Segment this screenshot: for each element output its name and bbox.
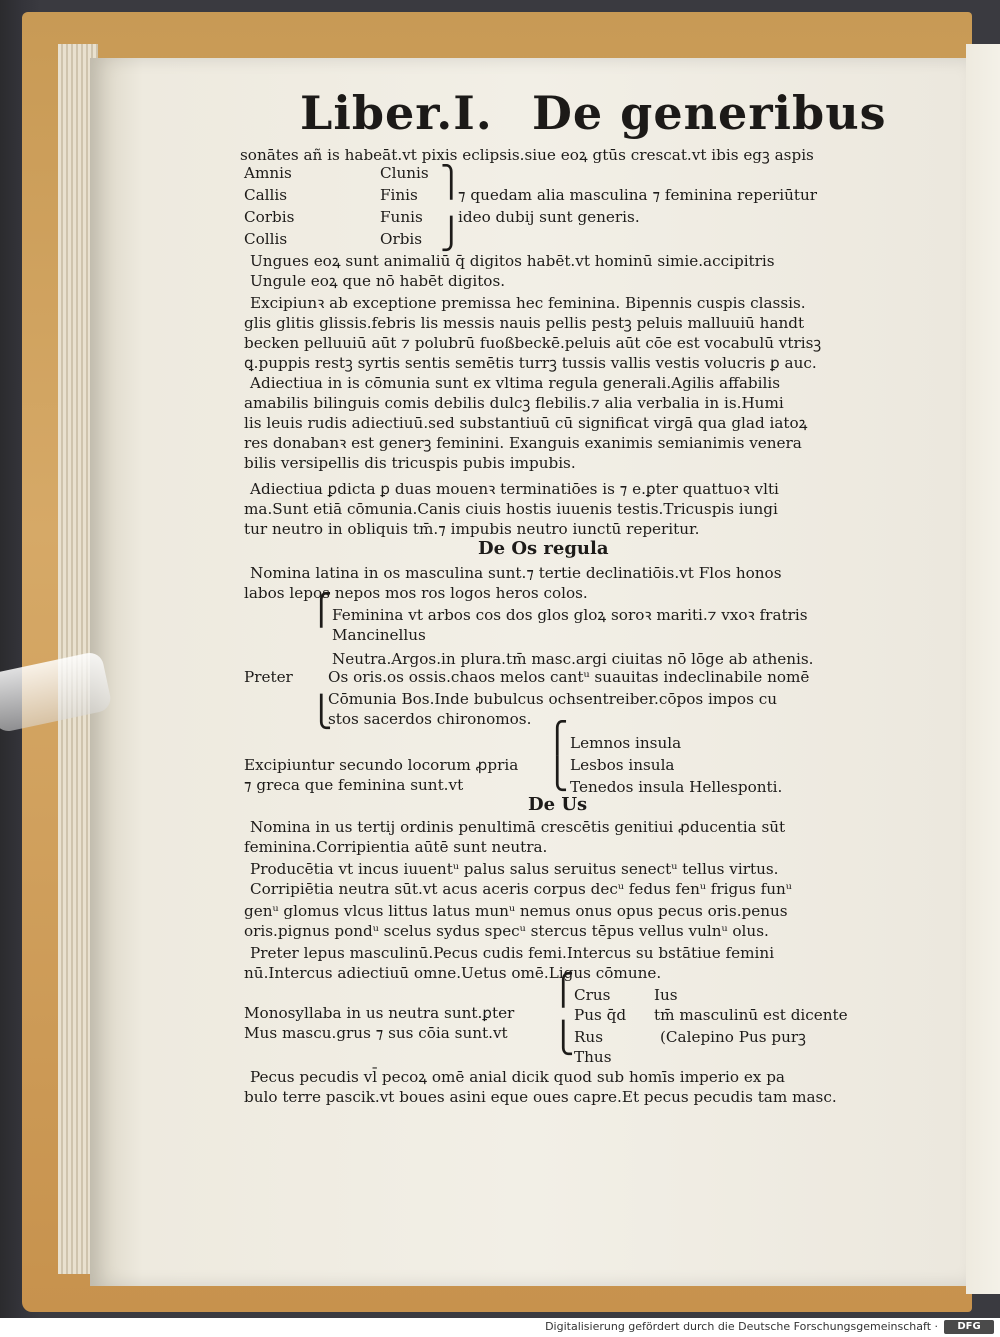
text-line: Ungule eoꝝ que nō habēt digitos.	[250, 272, 506, 290]
text-line: Rus	[574, 1028, 604, 1046]
text-line: Orbis	[380, 230, 423, 248]
text-line: tur neutro in obliquis tm̄.⁊ impubis neutro iunctū reperitur.	[244, 520, 700, 538]
text-line: Pus q̄d	[574, 1006, 627, 1024]
text-line: Callis	[244, 186, 288, 204]
section-heading: De Os regula	[478, 538, 609, 559]
brace-mark: ⎧	[310, 593, 333, 628]
footer-bar	[0, 1318, 1000, 1337]
text-line: bulo terre pascik.vt boues asini eque oues capre.Et pecus pecudis tam masc.	[244, 1088, 837, 1106]
text-line: Lesbos insula	[570, 756, 675, 774]
text-line: Feminina vt arbos cos dos glos gloꝝ soroꝛ mariti.⁊ vxoꝛ fratris	[332, 606, 808, 624]
text-line: Ius	[654, 986, 678, 1004]
text-line: genᵘ glomus vlcus littus latus munᵘ nemus onus opus pecus oris.penus	[244, 902, 788, 920]
text-line: Adiectiua ꝑdicta ꝑ duas mouenꝛ terminatiōes is ⁊ e.ꝑter quattuoꝛ vlti	[250, 480, 779, 498]
text-line: Cōmunia Bos.Inde bubulcus ochsentreiber.cōpos impos cu	[328, 690, 777, 708]
text-line: Pecus pecudis vl̄ pecoꝝ omē anial dicik quod sub homīs imperio ex pa	[250, 1068, 785, 1086]
text-line: Clunis	[380, 164, 429, 182]
text-line: oris.pignus pondᵘ scelus sydus specᵘ stercus tēpus vellus vulnᵘ olus.	[244, 922, 769, 940]
text-line: Tenedos insula Hellesponti.	[570, 778, 783, 796]
text-line: Corbis	[244, 208, 295, 226]
text-line: Thus	[574, 1048, 612, 1066]
text-line: Corripiētia neutra sūt.vt acus aceris corpus decᵘ fedus fenᵘ frigus funᵘ	[250, 880, 792, 898]
text-line: ꝗ.puppis restꝫ syrtis sentis semētis turrꝫ tussis vallis vestis volucris ꝑ auc.	[244, 354, 817, 372]
text-line: ⁊ quedam alia masculina ⁊ feminina reperiūtur	[458, 186, 817, 204]
text-line: Excipiunꝛ ab exceptione premissa hec feminina. Bipennis cuspis classis.	[250, 294, 806, 312]
text-line: ⁊ greca que feminina sunt.vt	[244, 776, 464, 794]
text-line: Amnis	[244, 164, 292, 182]
text-line: Preter	[244, 668, 293, 686]
text-line: Adiectiua in is cōmunia sunt ex vltima regula generali.Agilis affabilis	[250, 374, 781, 392]
brace-mark: ⎩	[310, 695, 333, 730]
brace-mark: ⎧	[546, 721, 569, 756]
text-line: nū.Intercus adiectiuū omne.Uetus omē.Ligus cōmune.	[244, 964, 662, 982]
text-line: Finis	[380, 186, 418, 204]
brace-mark: ⎩	[552, 1021, 575, 1056]
footer-credit: Digitalisierung gefördert durch die Deutsche Forschungsgemeinschaft ·	[545, 1320, 938, 1333]
text-line: labos lepos nepos mos ros logos heros colos.	[244, 584, 588, 602]
text-line: glis glitis glissis.febris lis messis nauis pellis pestꝫ peluis malluuiū handt	[244, 314, 805, 332]
text-line: ma.Sunt etiā cōmunia.Canis ciuis hostis iuuenis testis.Tricuspis iungi	[244, 500, 778, 518]
text-line: bilis versipellis dis tricuspis pubis impubis.	[244, 454, 576, 472]
text-line: Excipiuntur secundo locorum ꝓpria	[244, 756, 519, 774]
running-head	[300, 86, 887, 146]
text-line: lis leuis rudis adiectiuū.sed substantiuū cū significat virgā qua glad iatoꝝ	[244, 414, 808, 432]
text-line: ideo dubij sunt generis.	[458, 208, 640, 226]
brace-mark: ⎭	[440, 217, 463, 252]
dfg-logo-icon: DFG	[944, 1320, 994, 1334]
text-line: sonātes añ is habeāt.vt pixis eclipsis.siue eoꝝ gtūs crescat.vt ibis egꝫ aspis	[240, 146, 814, 164]
text-line: feminina.Corripientia aūtē sunt neutra.	[244, 838, 548, 856]
brace-mark: ⎧	[552, 973, 575, 1008]
text-line: Crus	[574, 986, 611, 1004]
text-line: Funis	[380, 208, 423, 226]
text-line: Neutra.Argos.in plura.tm̄ masc.argi ciuitas nō lōge ab athenis.	[332, 650, 814, 668]
text-line: tm̄ masculinū est dicente	[654, 1006, 848, 1024]
section-heading: De Us	[528, 794, 588, 815]
running-head-right: De generibus	[532, 86, 887, 140]
text-line: stos sacerdos chironomos.	[328, 710, 532, 728]
text-line: Mus mascu.grus ⁊ sus cōia sunt.vt	[244, 1024, 508, 1042]
brace-mark: ⎫	[440, 165, 463, 200]
running-head-left: Liber.I.	[300, 86, 493, 140]
text-line: becken pelluuiū aūt ⁊ polubrū fuoßbeckē.peluis aūt cōe est vocabulū vtrisꝫ	[244, 334, 822, 352]
text-line: amabilis bilinguis comis debilis dulcꝫ flebilis.⁊ alia verbalia in is.Humi	[244, 394, 784, 412]
facing-page-edge	[966, 44, 1000, 1294]
text-line: Nomina latina in os masculina sunt.⁊ tertie declinatiōis.vt Flos honos	[250, 564, 782, 582]
text-line: Ungues eoꝝ sunt animaliū q̄ digitos habēt.vt hominū simie.accipitris	[250, 252, 775, 270]
brace-mark: ⎩	[546, 757, 569, 792]
text-line: Nomina in us tertij ordinis penultimā crescētis genitiui ꝓducentia sūt	[250, 818, 786, 836]
text-line: Monosyllaba in us neutra sunt.ꝑter	[244, 1004, 515, 1022]
text-line: Producētia vt incus iuuentᵘ palus salus seruitus senectᵘ tellus virtus.	[250, 860, 779, 878]
text-line: Os oris.os ossis.chaos melos cantᵘ suauitas indeclinabile nomē	[328, 668, 810, 686]
text-line: Lemnos insula	[570, 734, 682, 752]
text-line: Collis	[244, 230, 288, 248]
text-line: Mancinellus	[332, 626, 426, 644]
text-line: (Calepino Pus purꝫ	[660, 1028, 806, 1046]
text-line: Preter lepus masculinū.Pecus cudis femi.Intercus su bstātiue femini	[250, 944, 775, 962]
text-line: res donabanꝛ est generꝫ feminini. Exanguis exanimis semianimis venera	[244, 434, 802, 452]
